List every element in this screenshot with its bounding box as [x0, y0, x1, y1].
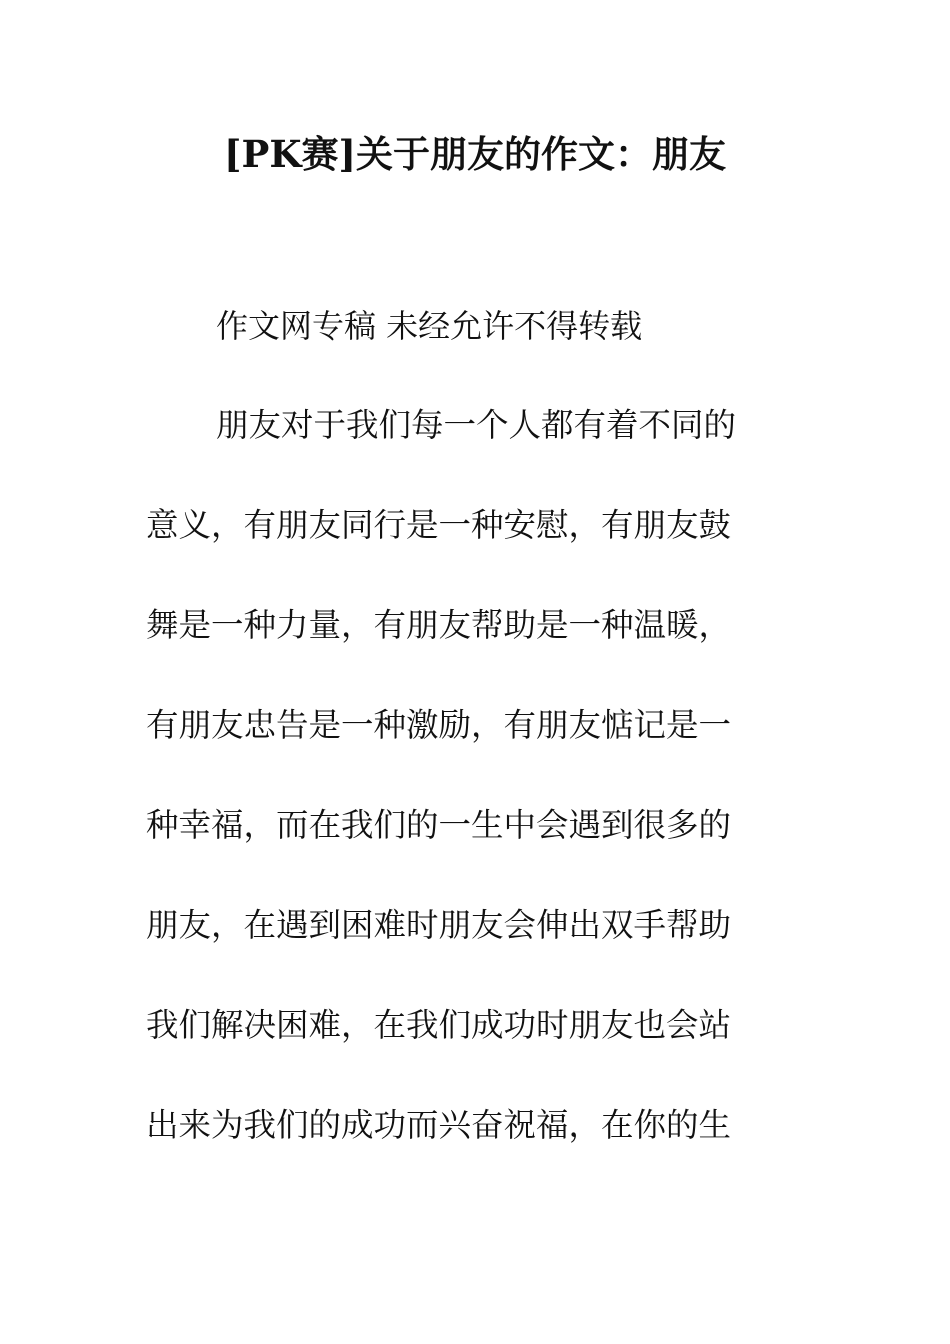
- copyright-note: 作文网专稿 未经允许不得转载: [216, 307, 643, 345]
- body-text-line: 我们解决困难，在我们成功时朋友也会站: [146, 1006, 732, 1044]
- body-text-line: 朋友对于我们每一个人都有着不同的: [216, 406, 737, 444]
- body-text-line: 出来为我们的成功而兴奋祝福，在你的生: [146, 1106, 732, 1144]
- document-title: [PK赛]关于朋友的作文：朋友: [224, 132, 726, 176]
- body-text-line: 有朋友忠告是一种激励，有朋友惦记是一: [146, 706, 732, 744]
- body-text-line: 种幸福，而在我们的一生中会遇到很多的: [146, 806, 732, 844]
- body-text-line: 意义，有朋友同行是一种安慰，有朋友鼓: [146, 506, 732, 544]
- body-text-line: 朋友，在遇到困难时朋友会伸出双手帮助: [146, 906, 732, 944]
- body-text-line: 舞是一种力量，有朋友帮助是一种温暖，: [146, 606, 732, 644]
